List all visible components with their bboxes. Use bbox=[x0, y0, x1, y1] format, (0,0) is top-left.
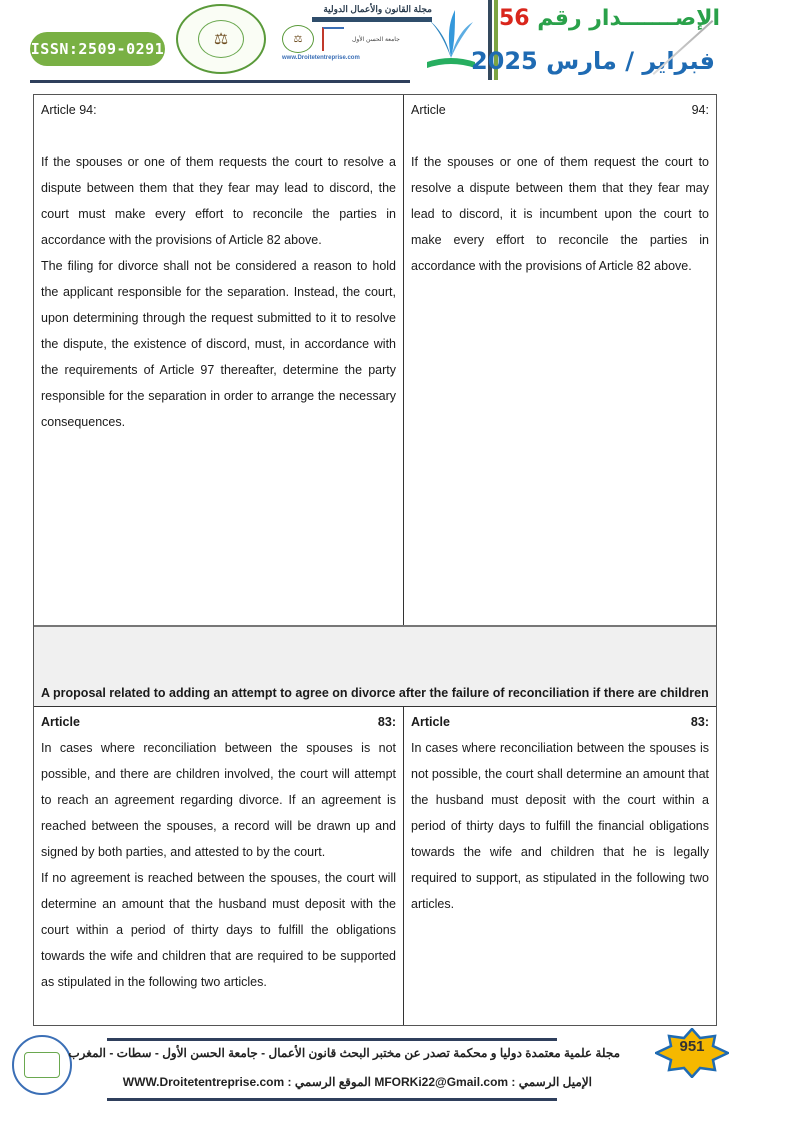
article-number: 83: bbox=[690, 715, 709, 729]
comparison-table bbox=[33, 94, 717, 1026]
page-number: 951 bbox=[679, 1038, 705, 1055]
university-name: جامعة الحسن الأول bbox=[352, 36, 400, 43]
article-paragraph: The filing for divorce shall not be considered a reason to hold the applicant responsible for the separation. Instead, the court, upon determining through the request submitted to it to resolve the dispute, the existence of discord, must, in accordance with the requirements of Article 97 thereafter, determine the party responsible for the separation in order to arrange the necessary consequences. bbox=[41, 259, 396, 429]
article-word: Article bbox=[41, 715, 80, 729]
university-logo-icon bbox=[322, 27, 344, 51]
journal-banner bbox=[282, 4, 432, 72]
table-cell-right bbox=[404, 707, 716, 1025]
table-row bbox=[34, 707, 716, 1025]
article-number: 94: bbox=[691, 103, 709, 117]
article-heading bbox=[411, 97, 709, 123]
article-paragraph: If no agreement is reached between the spouses, the court will determine an amount that the husband must deposit with the court within a period of thirty days to fulfill the obligations towards the wife and children that are required to be supported as stipulated in the following two articles. bbox=[41, 871, 396, 989]
article-paragraph: If the spouses or one of them requests the court to resolve a dispute between them that they fear may lead to discord, the court must make every effort to reconcile the parties in accordance with the provisions of Article 82 above. bbox=[41, 155, 396, 247]
research-lab-seal-logo bbox=[176, 4, 266, 74]
issue-label-text: الإصـــــــدار رقم bbox=[537, 6, 720, 31]
article-word: Article bbox=[411, 103, 446, 117]
footer-seal-logo bbox=[12, 1035, 72, 1095]
table-cell-left bbox=[34, 95, 404, 625]
footer-rule-bottom bbox=[107, 1098, 557, 1101]
section-title: A proposal related to adding an attempt to agree on divorce after the failure of reconciliation if there are children bbox=[41, 686, 709, 700]
article-word: Article bbox=[411, 715, 450, 729]
issue-date: فبراير / مارس 2025 bbox=[470, 47, 715, 75]
banner-logos bbox=[282, 25, 432, 53]
article-heading bbox=[41, 709, 396, 735]
scales-icon: ⚖ bbox=[198, 20, 244, 58]
issue-number: 56 bbox=[498, 6, 530, 31]
article-paragraph: In cases where reconciliation between the spouses is not possible, the court shall determine an amount that the husband must deposit with the court within a period of thirty days to fulfill the financial obligations towards the wife and children that he is legally required to support, as stipulated in the following two articles. bbox=[411, 741, 709, 911]
article-heading: Article 94: bbox=[41, 103, 97, 117]
footer-rule-top bbox=[107, 1038, 557, 1041]
table-cell-left bbox=[34, 707, 404, 1025]
table-row bbox=[34, 95, 716, 627]
mini-seal-icon: ⚖ bbox=[282, 25, 314, 53]
journal-url: www.Droitetentreprise.com bbox=[282, 55, 360, 61]
issue-label bbox=[498, 6, 720, 36]
header-rule bbox=[30, 80, 410, 83]
open-book-icon bbox=[425, 6, 477, 72]
seal-emblem-icon bbox=[24, 1052, 60, 1078]
article-number: 83: bbox=[377, 715, 396, 729]
issn-badge: ISSN:2509-0291 bbox=[30, 32, 165, 66]
table-cell-right bbox=[404, 95, 716, 625]
article-paragraph: If the spouses or one of them request the court to resolve a dispute between them that they fear may lead to discord, it is incumbent upon the court to make every effort to reconcile the parties in accordance with the provisions of Article 82 above. bbox=[411, 155, 709, 273]
article-paragraph: In cases where reconciliation between the spouses is not possible, and there are children involved, the court will attempt to reach an agreement regarding divorce. If an agreement is reached between the spouses, a record will be drawn up and signed by both parties, and attested to by the court. bbox=[41, 741, 396, 859]
section-title-row bbox=[34, 627, 716, 707]
article-heading bbox=[411, 709, 709, 735]
banner-strip bbox=[312, 17, 432, 22]
footer-contact: الإميل الرسمي : MFORKi22@Gmail.com الموقع الرسمي : WWW.Droitetentreprise.com bbox=[122, 1075, 592, 1089]
footer-journal-description: مجلة علمية معتمدة دوليا و محكمة تصدر عن مختبر البحث قانون الأعمال - جامعة الحسن الأول - سطات - المغرب bbox=[68, 1046, 620, 1060]
journal-title: مجلة القانون والأعمال الدولية bbox=[323, 4, 432, 14]
